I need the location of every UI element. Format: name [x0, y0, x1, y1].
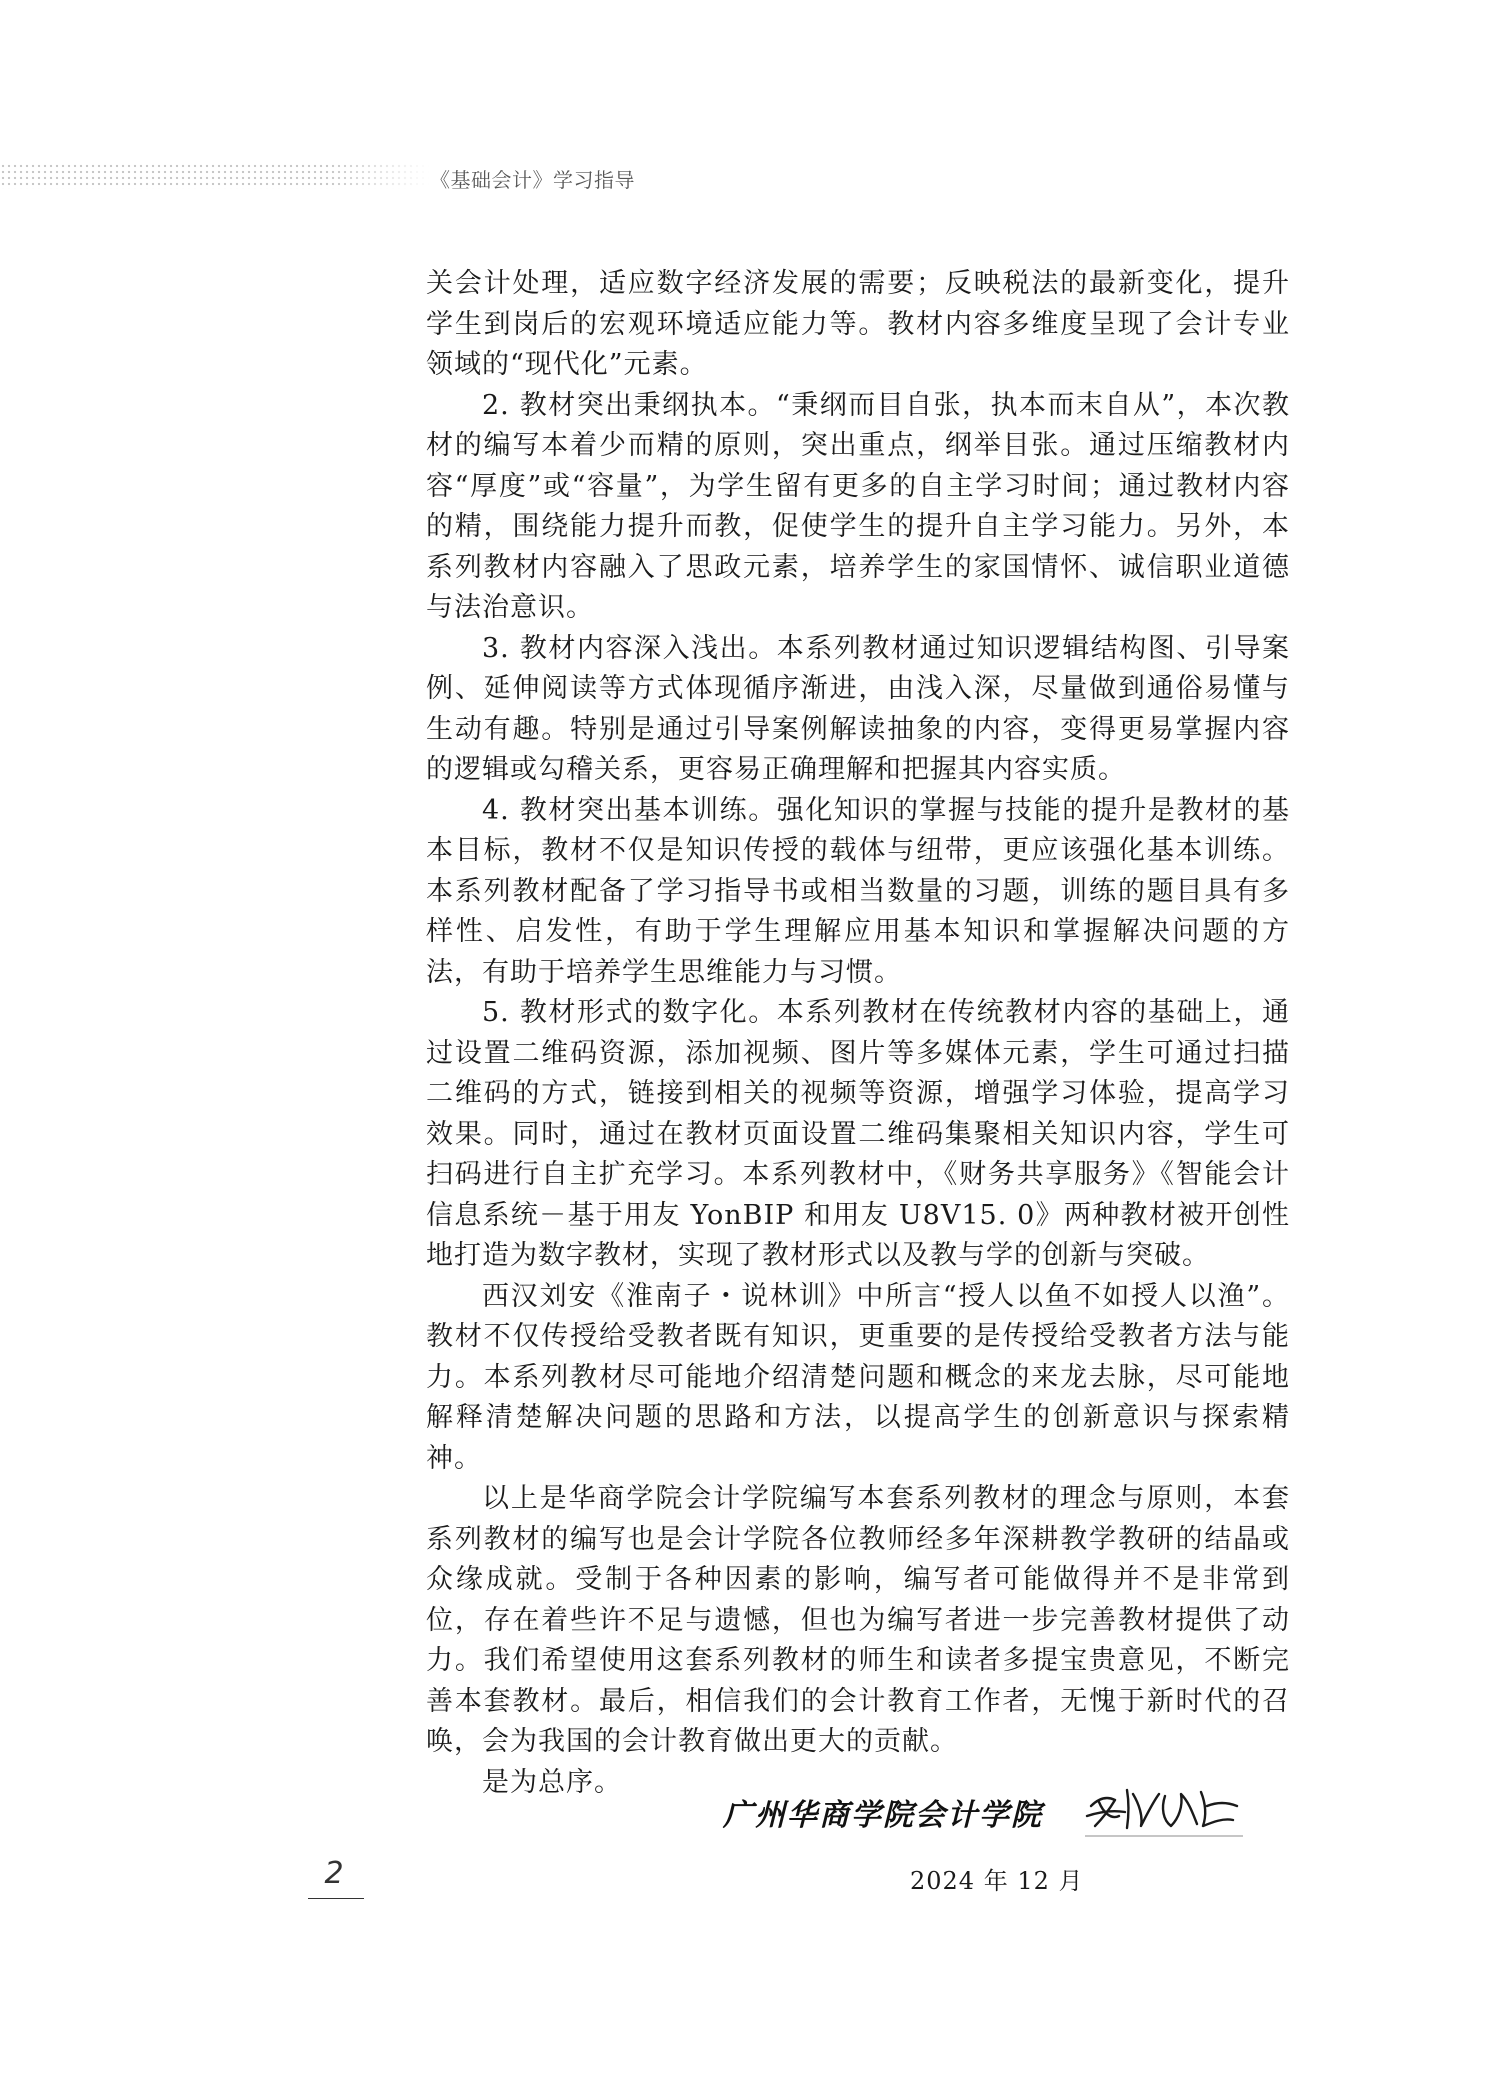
- paragraph-point-3: 3. 教材内容深入浅出。本系列教材通过知识逻辑结构图、引导案例、延伸阅读等方式体现循序渐进，由浅入深，尽量做到通俗易懂与生动有趣。特别是通过引导案例解读抽象的内容，变得更易掌握内容的逻辑或勾稽关系，更容易正确理解和把握其内容实质。: [426, 632, 1290, 785]
- header-dot-fade: [330, 163, 430, 189]
- body-text: [426, 264, 1290, 1803]
- preface-date: 2024 年 12 月: [910, 1867, 1084, 1895]
- page-number: 2: [324, 1856, 344, 1891]
- paragraph-preface-end: 是为总序。: [482, 1766, 622, 1798]
- paragraph-point-4: 4. 教材突出基本训练。强化知识的掌握与技能的提升是教材的基本目标，教材不仅是知识传授的载体与纽带，更应该强化基本训练。本系列教材配备了学习指导书或相当数量的习题，训练的题目具有多样性、启发性，有助于学生理解应用基本知识和掌握解决问题的方法，有助于培养学生思维能力与习惯。: [426, 794, 1290, 988]
- paragraph-point-5: 5. 教材形式的数字化。本系列教材在传统教材内容的基础上，通过设置二维码资源，添加视频、图片等多媒体元素，学生可通过扫描二维码的方式，链接到相关的视频等资源，增强学习体验，提高学习效果。同时，通过在教材页面设置二维码集聚相关知识内容，学生可扫码进行自主扩充学习。本系列教材中，《财务共享服务》《智能会计信息系统－基于用友 YonBIP 和用友 U8V15. 0》两种教材被开创性地打造为数字教材，实现了教材形式以及教与学的创新与突破。: [426, 997, 1290, 1271]
- page-number-rule: [308, 1898, 364, 1899]
- paragraph-point-2: 2. 教材突出秉纲执本。“秉纲而目自张，执本而末自从”，本次教材的编写本着少而精的原则，突出重点，纲举目张。通过压缩教材内容“厚度”或“容量”，为学生留有更多的自主学习时间；通过教材内容的精，围绕能力提升而教，促使学生的提升自主学习能力。另外，本系列教材内容融入了思政元素，培养学生的家国情怀、诚信职业道德与法治意识。: [426, 389, 1290, 623]
- signature-block: [723, 1776, 1243, 1840]
- handwritten-signature: [1085, 1776, 1243, 1840]
- paragraph-closing: 以上是华商学院会计学院编写本套系列教材的理念与原则，本套系列教材的编写也是会计学院各位教师经多年深耕教学教研的结晶或众缘成就。受制于各种因素的影响，编写者可能做得并不是非常到位，存在着些许不足与遗憾，但也为编写者进一步完善教材提供了动力。我们希望使用这套系列教材的师生和读者多提宝贵意见，不断完善本套教材。最后，相信我们的会计教育工作者，无愧于新时代的召唤，会为我国的会计教育做出更大的贡献。: [426, 1483, 1290, 1757]
- paragraph-quote: 西汉刘安《淮南子・说林训》中所言“授人以鱼不如授人以渔”。教材不仅传授给受教者既有知识，更重要的是传授给受教者方法与能力。本系列教材尽可能地介绍清楚问题和概念的来龙去脉，尽可能地解释清楚解决问题的思路和方法，以提高学生的创新意识与探索精神。: [426, 1280, 1290, 1474]
- running-head: 《基础会计》学习指导: [430, 168, 635, 192]
- paragraph-continuation: 关会计处理，适应数字经济发展的需要；反映税法的最新变化，提升学生到岗后的宏观环境适应能力等。教材内容多维度呈现了会计专业领域的“现代化”元素。: [426, 268, 1290, 380]
- institution-name: 广州华商学院会计学院: [723, 1798, 1043, 1833]
